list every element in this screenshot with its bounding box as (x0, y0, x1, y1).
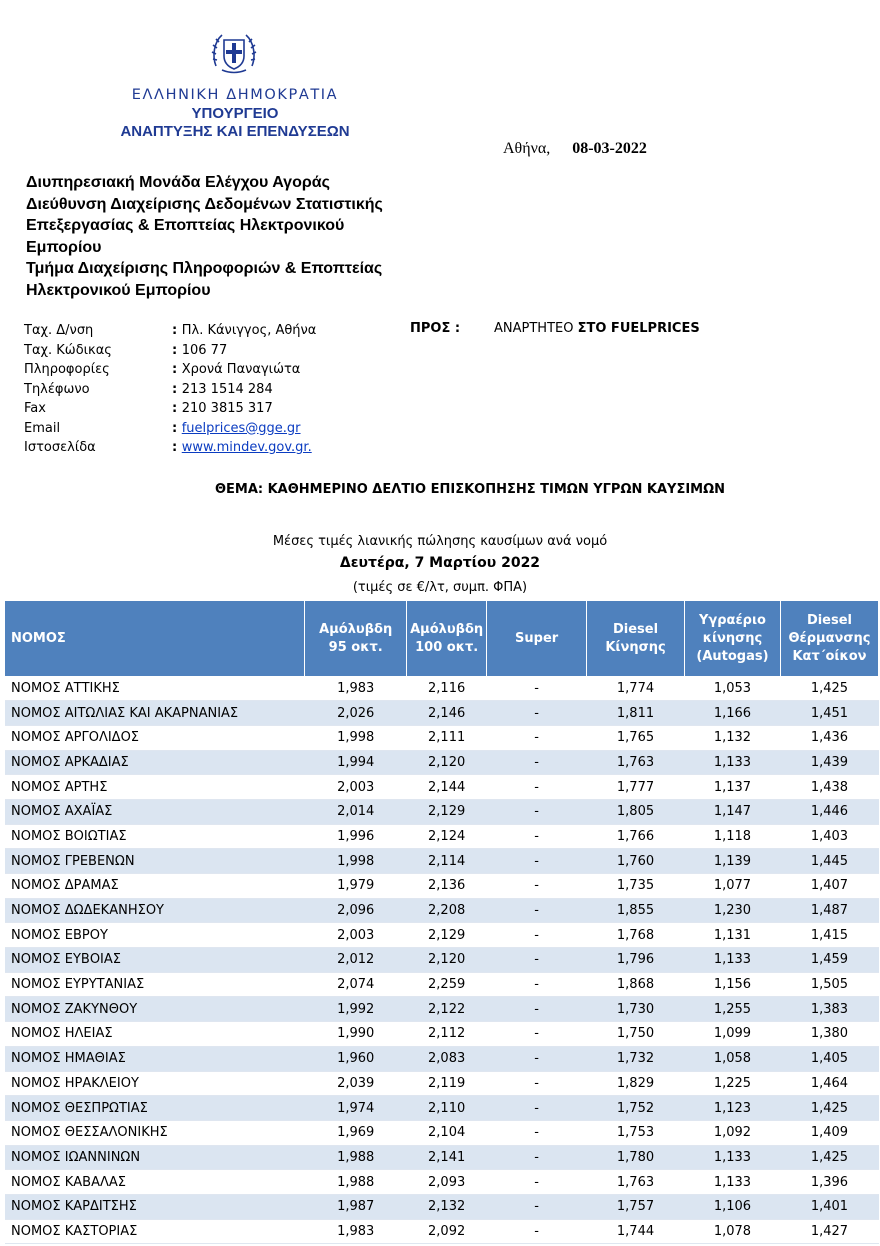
unleaded-100-price: 2,129 (407, 799, 487, 824)
website-link[interactable]: www.mindev.gov.gr. (181, 440, 312, 455)
recipient-value (494, 321, 700, 336)
unit-line: Διυπηρεσιακή Μονάδα Ελέγχου Αγοράς (26, 174, 330, 191)
diesel-price: 1,768 (587, 923, 685, 948)
super-price: - (487, 750, 587, 775)
unleaded-100-price: 2,208 (407, 898, 487, 923)
unleaded-95-price: 2,096 (305, 898, 407, 923)
table-row (5, 775, 879, 800)
heating-diesel-price: 1,415 (780, 923, 878, 948)
contact-row-website (24, 438, 316, 458)
heating-diesel-price: 1,487 (780, 898, 878, 923)
heating-diesel-price: 1,464 (780, 1071, 878, 1096)
contact-row-fax (24, 399, 316, 419)
unleaded-95-price: 2,003 (305, 923, 407, 948)
unleaded-95-price: 1,988 (305, 1145, 407, 1170)
unleaded-100-price: 2,122 (407, 997, 487, 1022)
contact-row-email (24, 419, 316, 439)
unleaded-100-price: 2,111 (407, 725, 487, 750)
super-price: - (487, 997, 587, 1022)
diesel-price: 1,753 (587, 1120, 685, 1145)
super-price: - (487, 775, 587, 800)
table-header-row (5, 601, 879, 676)
unit-line: Εμπορίου (26, 238, 102, 256)
table-row (5, 1145, 879, 1170)
unleaded-100-price: 2,144 (407, 775, 487, 800)
header-text-line: κίνησης (702, 630, 763, 646)
autogas-price: 1,053 (684, 676, 780, 701)
unleaded-100-price: 2,114 (407, 849, 487, 874)
table-row (5, 1170, 879, 1195)
table-row (5, 849, 879, 874)
super-price: - (487, 972, 587, 997)
diesel-price: 1,763 (587, 750, 685, 775)
super-price: - (487, 874, 587, 899)
table-date: Δευτέρα, 7 Μαρτίου 2022 (339, 555, 541, 571)
unleaded-100-price: 2,112 (407, 1022, 487, 1047)
super-price: - (487, 799, 587, 824)
contact-row-phone (24, 380, 316, 400)
unleaded-95-price: 1,988 (305, 1170, 407, 1195)
diesel-price: 1,855 (587, 898, 685, 923)
autogas-price: 1,139 (684, 849, 780, 874)
prefecture-name: ΝΟΜΟΣ ΕΒΡΟΥ (5, 923, 305, 948)
super-price: - (487, 725, 587, 750)
diesel-price: 1,796 (587, 948, 685, 973)
prefecture-name: ΝΟΜΟΣ ΗΛΕΙΑΣ (5, 1022, 305, 1047)
heating-diesel-price: 1,425 (780, 676, 878, 701)
autogas-price: 1,133 (684, 750, 780, 775)
autogas-price: 1,133 (684, 1170, 780, 1195)
prefecture-name: ΝΟΜΟΣ ΑΡΚΑΔΙΑΣ (5, 750, 305, 775)
prefecture-name: ΝΟΜΟΣ ΕΥΒΟΙΑΣ (5, 948, 305, 973)
table-row (5, 1219, 879, 1244)
heating-diesel-price: 1,427 (780, 1219, 878, 1244)
column-diesel-header (587, 601, 685, 676)
prefecture-name: ΝΟΜΟΣ ΑΡΤΗΣ (5, 775, 305, 800)
recipient-target: ΣΤΟ FUELPRICES (577, 321, 700, 336)
autogas-price: 1,058 (684, 1046, 780, 1071)
contact-value: : 213 1514 284 (172, 380, 273, 400)
ministry-name-line2: ΑΝΑΠΤΥΞΗΣ ΚΑΙ ΕΠΕΝΔΥΣΕΩΝ (120, 123, 350, 140)
unleaded-100-price: 2,093 (407, 1170, 487, 1195)
diesel-price: 1,766 (587, 824, 685, 849)
unleaded-95-price: 2,026 (305, 701, 407, 726)
diesel-price: 1,752 (587, 1096, 685, 1121)
contact-label: Ταχ. Κώδικας (24, 342, 112, 358)
diesel-price: 1,780 (587, 1145, 685, 1170)
table-row (5, 701, 879, 726)
table-row (5, 799, 879, 824)
unleaded-95-price: 1,990 (305, 1022, 407, 1047)
table-row (5, 1120, 879, 1145)
super-price: - (487, 923, 587, 948)
unleaded-100-price: 2,110 (407, 1096, 487, 1121)
contact-value: : 106 77 (172, 341, 227, 361)
autogas-price: 1,147 (684, 799, 780, 824)
super-price: - (487, 824, 587, 849)
table-row (5, 1022, 879, 1047)
header-text-line: 100 οκτ. (415, 639, 479, 655)
diesel-price: 1,735 (587, 874, 685, 899)
autogas-price: 1,255 (684, 997, 780, 1022)
heating-diesel-price: 1,436 (780, 725, 878, 750)
contact-value (172, 419, 301, 439)
heating-diesel-price: 1,403 (780, 824, 878, 849)
heating-diesel-price: 1,407 (780, 874, 878, 899)
prefecture-name: ΝΟΜΟΣ ΚΑΒΑΛΑΣ (5, 1170, 305, 1195)
prefecture-name: ΝΟΜΟΣ ΔΡΑΜΑΣ (5, 874, 305, 899)
column-unleaded-95-header (305, 601, 407, 676)
super-price: - (487, 1170, 587, 1195)
unleaded-95-price: 1,996 (305, 824, 407, 849)
prefecture-name: ΝΟΜΟΣ ΗΜΑΘΙΑΣ (5, 1046, 305, 1071)
contact-details (24, 321, 316, 458)
unleaded-95-price: 1,994 (305, 750, 407, 775)
super-price: - (487, 1071, 587, 1096)
unit-line: Τμήμα Διαχείρισης Πληροφοριών & Εποπτείας (26, 260, 383, 277)
super-price: - (487, 1194, 587, 1219)
unit-line: Διεύθυνση Διαχείρισης Δεδομένων Στατιστικής (26, 195, 383, 213)
header-text-line: Κίνησης (605, 639, 666, 655)
date-label: Αθήνα, (503, 140, 551, 157)
column-unleaded-100-header (407, 601, 487, 676)
autogas-price: 1,166 (684, 701, 780, 726)
unit-line: Επεξεργασίας & Εποπτείας Ηλεκτρονικού (26, 217, 345, 234)
unleaded-95-price: 1,969 (305, 1120, 407, 1145)
super-price: - (487, 1120, 587, 1145)
unleaded-95-price: 1,983 (305, 1219, 407, 1244)
unleaded-100-price: 2,120 (407, 750, 487, 775)
heating-diesel-price: 1,425 (780, 1145, 878, 1170)
header-text-line: Υγραέριο (698, 612, 766, 628)
autogas-price: 1,133 (684, 948, 780, 973)
unleaded-95-price: 1,960 (305, 1046, 407, 1071)
unleaded-95-price: 2,039 (305, 1071, 407, 1096)
prefecture-name: ΝΟΜΟΣ ΕΥΡΥΤΑΝΙΑΣ (5, 972, 305, 997)
super-price: - (487, 1046, 587, 1071)
republic-title: ΕΛΛΗΝΙΚΗ ΔΗΜΟΚΡΑΤΙΑ (131, 87, 339, 103)
unleaded-100-price: 2,116 (407, 676, 487, 701)
heating-diesel-price: 1,425 (780, 1096, 878, 1121)
super-price: - (487, 1145, 587, 1170)
autogas-price: 1,092 (684, 1120, 780, 1145)
email-link[interactable]: fuelprices@gge.gr (181, 420, 301, 436)
ministry-header (60, 86, 410, 141)
prefecture-name: ΝΟΜΟΣ ΓΡΕΒΕΝΩΝ (5, 849, 305, 874)
prefecture-name: ΝΟΜΟΣ ΑΤΤΙΚΗΣ (5, 676, 305, 701)
header-text-line: (Autogas) (696, 648, 769, 664)
super-price: - (487, 1022, 587, 1047)
super-price: - (487, 948, 587, 973)
autogas-price: 1,156 (684, 972, 780, 997)
super-price: - (487, 1219, 587, 1244)
heating-diesel-price: 1,405 (780, 1046, 878, 1071)
contact-row-postcode (24, 341, 316, 361)
prefecture-name: ΝΟΜΟΣ ΘΕΣΠΡΩΤΙΑΣ (5, 1096, 305, 1121)
diesel-price: 1,760 (587, 849, 685, 874)
unleaded-95-price: 2,074 (305, 972, 407, 997)
contact-value (172, 438, 312, 458)
unleaded-95-price: 1,998 (305, 849, 407, 874)
heating-diesel-price: 1,396 (780, 1170, 878, 1195)
heating-diesel-price: 1,409 (780, 1120, 878, 1145)
unleaded-100-price: 2,132 (407, 1194, 487, 1219)
unleaded-95-price: 1,979 (305, 874, 407, 899)
prefecture-name: ΝΟΜΟΣ ΙΩΑΝΝΙΝΩΝ (5, 1145, 305, 1170)
contact-value: : Χρονά Παναγιώτα (172, 360, 300, 380)
issuing-units (26, 172, 383, 301)
table-row (5, 676, 879, 701)
table-units-note: (τιμές σε €/λτ, συμπ. ΦΠΑ) (352, 580, 528, 595)
header-text-line: Αμόλυβδη (410, 621, 484, 637)
fuel-prices-table (5, 601, 879, 1244)
coat-of-arms-icon (208, 26, 260, 78)
prefecture-name: ΝΟΜΟΣ ΑΡΓΟΛΙΔΟΣ (5, 725, 305, 750)
heating-diesel-price: 1,505 (780, 972, 878, 997)
heating-diesel-price: 1,401 (780, 1194, 878, 1219)
table-row (5, 824, 879, 849)
diesel-price: 1,777 (587, 775, 685, 800)
table-row (5, 1046, 879, 1071)
column-nomos-header (5, 601, 305, 676)
unleaded-95-price: 2,014 (305, 799, 407, 824)
diesel-price: 1,774 (587, 676, 685, 701)
prefecture-name: ΝΟΜΟΣ ΘΕΣΣΑΛΟΝΙΚΗΣ (5, 1120, 305, 1145)
unit-line: Ηλεκτρονικού Εμπορίου (26, 281, 211, 299)
unleaded-95-price: 2,003 (305, 775, 407, 800)
super-price: - (487, 1096, 587, 1121)
recipient-prefix: ΑΝΑΡΤΗΤΕΟ (494, 321, 574, 336)
prefecture-name: ΝΟΜΟΣ ΚΑΡΔΙΤΣΗΣ (5, 1194, 305, 1219)
prefecture-name: ΝΟΜΟΣ ΗΡΑΚΛΕΙΟΥ (5, 1071, 305, 1096)
document-date (503, 140, 647, 158)
unleaded-100-price: 2,119 (407, 1071, 487, 1096)
prefecture-name: ΝΟΜΟΣ ΑΙΤΩΛΙΑΣ ΚΑΙ ΑΚΑΡΝΑΝΙΑΣ (5, 701, 305, 726)
header-text-line: Κατ΄οίκον (792, 648, 867, 664)
ministry-name-line1: ΥΠΟΥΡΓΕΙΟ (191, 105, 279, 122)
contact-value: : 210 3815 317 (172, 399, 273, 419)
contact-row-address (24, 321, 316, 341)
recipient-label: ΠΡΟΣ : (410, 321, 461, 336)
unleaded-100-price: 2,083 (407, 1046, 487, 1071)
column-super-header (487, 601, 587, 676)
table-body (5, 676, 879, 1244)
super-price: - (487, 701, 587, 726)
autogas-price: 1,106 (684, 1194, 780, 1219)
unleaded-100-price: 2,092 (407, 1219, 487, 1244)
subject-line: ΘΕΜΑ: ΚΑΘΗΜΕΡΙΝΟ ΔΕΛΤΙΟ ΕΠΙΣΚΟΠΗΣΗΣ ΤΙΜΩΝ ΥΓΡΩΝ ΚΑΥΣΙΜΩΝ (214, 482, 726, 497)
heating-diesel-price: 1,459 (780, 948, 878, 973)
unleaded-100-price: 2,259 (407, 972, 487, 997)
unleaded-100-price: 2,141 (407, 1145, 487, 1170)
unleaded-100-price: 2,129 (407, 923, 487, 948)
table-row (5, 750, 879, 775)
unleaded-95-price: 1,974 (305, 1096, 407, 1121)
header-text-line: Αμόλυβδη (319, 621, 393, 637)
autogas-price: 1,132 (684, 725, 780, 750)
unleaded-95-price: 1,992 (305, 997, 407, 1022)
column-autogas-header (684, 601, 780, 676)
super-price: - (487, 849, 587, 874)
unleaded-100-price: 2,136 (407, 874, 487, 899)
prefecture-name: ΝΟΜΟΣ ΑΧΑΪΑΣ (5, 799, 305, 824)
table-row (5, 923, 879, 948)
contact-label: Ιστοσελίδα (24, 440, 96, 455)
contact-label: Τηλέφωνο (24, 381, 90, 397)
autogas-price: 1,131 (684, 923, 780, 948)
table-row (5, 874, 879, 899)
autogas-price: 1,137 (684, 775, 780, 800)
diesel-price: 1,732 (587, 1046, 685, 1071)
heating-diesel-price: 1,446 (780, 799, 878, 824)
contact-label: Ταχ. Δ/νση (24, 323, 94, 338)
table-row (5, 948, 879, 973)
table-row (5, 972, 879, 997)
unleaded-95-price: 1,983 (305, 676, 407, 701)
table-caption: Μέσες τιμές λιανικής πώλησης καυσίμων ανά νομό (272, 534, 608, 549)
autogas-price: 1,123 (684, 1096, 780, 1121)
heating-diesel-price: 1,451 (780, 701, 878, 726)
diesel-price: 1,744 (587, 1219, 685, 1244)
header-text-line: Super (515, 630, 559, 646)
prefecture-name: ΝΟΜΟΣ ΚΑΣΤΟΡΙΑΣ (5, 1219, 305, 1244)
diesel-price: 1,763 (587, 1170, 685, 1195)
header-text-line: Diesel (612, 621, 659, 637)
heating-diesel-price: 1,380 (780, 1022, 878, 1047)
table-row (5, 1071, 879, 1096)
prefecture-name: ΝΟΜΟΣ ΖΑΚΥΝΘΟΥ (5, 997, 305, 1022)
heating-diesel-price: 1,438 (780, 775, 878, 800)
prefecture-name: ΝΟΜΟΣ ΒΟΙΩΤΙΑΣ (5, 824, 305, 849)
contact-value: : Πλ. Κάνιγγος, Αθήνα (172, 321, 316, 341)
autogas-price: 1,078 (684, 1219, 780, 1244)
heating-diesel-price: 1,383 (780, 997, 878, 1022)
unleaded-95-price: 1,987 (305, 1194, 407, 1219)
heating-diesel-price: 1,439 (780, 750, 878, 775)
super-price: - (487, 676, 587, 701)
table-row (5, 997, 879, 1022)
table-row (5, 725, 879, 750)
diesel-price: 1,730 (587, 997, 685, 1022)
autogas-price: 1,230 (684, 898, 780, 923)
diesel-price: 1,765 (587, 725, 685, 750)
autogas-price: 1,225 (684, 1071, 780, 1096)
table-row (5, 1194, 879, 1219)
contact-row-info (24, 360, 316, 380)
contact-label: Email (24, 420, 61, 436)
unleaded-95-price: 2,012 (305, 948, 407, 973)
column-heating-diesel-header (780, 601, 878, 676)
unleaded-95-price: 1,998 (305, 725, 407, 750)
diesel-price: 1,757 (587, 1194, 685, 1219)
date-value: 08-03-2022 (572, 140, 647, 157)
table-row (5, 1096, 879, 1121)
diesel-price: 1,868 (587, 972, 685, 997)
diesel-price: 1,805 (587, 799, 685, 824)
table-row (5, 898, 879, 923)
header-text-line: Θέρμανσης (788, 630, 871, 646)
unleaded-100-price: 2,146 (407, 701, 487, 726)
unleaded-100-price: 2,124 (407, 824, 487, 849)
autogas-price: 1,118 (684, 824, 780, 849)
header-text-line: Diesel (806, 612, 853, 628)
contact-label: Πληροφορίες (24, 362, 110, 377)
diesel-price: 1,811 (587, 701, 685, 726)
contact-label: Fax (24, 401, 46, 416)
unleaded-100-price: 2,104 (407, 1120, 487, 1145)
header-text-line: ΝΟΜΟΣ (11, 630, 66, 646)
diesel-price: 1,750 (587, 1022, 685, 1047)
autogas-price: 1,099 (684, 1022, 780, 1047)
prefecture-name: ΝΟΜΟΣ ΔΩΔΕΚΑΝΗΣΟΥ (5, 898, 305, 923)
diesel-price: 1,829 (587, 1071, 685, 1096)
autogas-price: 1,077 (684, 874, 780, 899)
heating-diesel-price: 1,445 (780, 849, 878, 874)
header-text-line: 95 οκτ. (328, 639, 383, 655)
unleaded-100-price: 2,120 (407, 948, 487, 973)
super-price: - (487, 898, 587, 923)
autogas-price: 1,133 (684, 1145, 780, 1170)
